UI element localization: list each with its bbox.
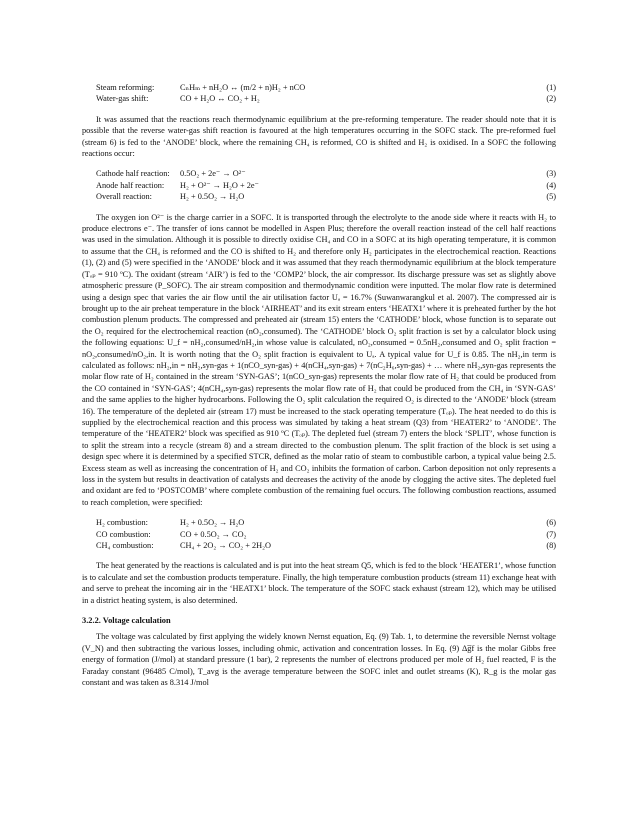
paragraph-voltage: The voltage was calculated by first applying the widely known Nernst equation, Eq. (9) Tab. 1, to determine the reversible Nernst voltage (V_N) and then subtracting the various losses, including ohmic, activation and concentration losses. In Eq. (9) Δg̅f is the molar Gibbs free energy of formation (J/mol) at standard pressure (1 bar), 2 represents the number of electrons produced per mole of H₂ fuel reacted, F is the Faraday constant (96485 C/mol), T_avg is the average temperature between the SOFC inlet and outlet streams (K), R_g is the molar gas constant and was taken as 8.314 J/mol <box>82 632 556 688</box>
equation-5 <box>96 191 556 202</box>
equation-label: CH₄ combustion: <box>96 541 154 551</box>
equation-label: H₂ combustion: <box>96 518 148 528</box>
paragraph-equilibrium: It was assumed that the reactions reach thermodynamic equilibrium at the pre-reforming temperature. The reader should note that it is possible that the reverse water-gas shift reaction is favoured at the high temperatures occurring in the SOFC stack. The pre-reformed fuel (stream 6) is fed to the ‘ANODE’ block, where the remaining CH₄ is reformed, CO is shifted and H₂ is oxidised. In a SOFC the following reactions occur: <box>82 114 556 159</box>
equation-expression: H₂ + 0.5O₂ → H₂O <box>180 518 245 528</box>
equation-expression: CₙHₘ + nH₂O ↔ (m/2 + n)H₂ + nCO <box>180 83 306 92</box>
equation-number: (1) <box>546 83 556 92</box>
equation-label: Anode half reaction: <box>96 180 165 190</box>
equation-expression: H₂ + 0.5O₂ → H₂O <box>180 192 245 202</box>
equation-expression: CH₄ + 2O₂ → CO₂ + 2H₂O <box>180 541 271 551</box>
equation-8 <box>96 540 556 551</box>
section-heading: 3.2.2. Voltage calculation <box>82 616 171 626</box>
document-page <box>82 82 556 689</box>
equation-2 <box>96 93 556 104</box>
equation-expression: CO + H₂O ↔ CO₂ + H₂ <box>180 94 260 104</box>
equation-number: (5) <box>546 192 556 202</box>
equation-label: Overall reaction: <box>96 192 152 202</box>
equation-number: (4) <box>546 180 556 190</box>
equation-4 <box>96 180 556 191</box>
equation-number: (3) <box>546 169 556 179</box>
equation-number: (7) <box>546 529 556 539</box>
equation-label: Cathode half reaction: <box>96 169 170 179</box>
equation-number: (2) <box>546 94 556 104</box>
equation-group-sofc <box>96 168 556 202</box>
equation-number: (6) <box>546 518 556 528</box>
equation-group-reforming <box>96 82 556 105</box>
equation-expression: H₂ + O²⁻ → H₂O + 2e⁻ <box>180 180 259 190</box>
equation-number: (8) <box>546 541 556 551</box>
equation-expression: CO + 0.5O₂ → CO₂ <box>180 529 247 539</box>
equation-3 <box>96 168 556 179</box>
equation-expression: 0.5O₂ + 2e⁻ → O²⁻ <box>180 169 246 179</box>
equation-label: Steam reforming: <box>96 83 155 92</box>
equation-6 <box>96 517 556 528</box>
equation-label: Water-gas shift: <box>96 94 149 104</box>
equation-1 <box>96 82 556 93</box>
equation-7 <box>96 529 556 540</box>
paragraph-oxygen-ion: The oxygen ion O²⁻ is the charge carrier in a SOFC. It is transported through the electrolyte to the anode side where it reacts with H₂ to produce electrons e⁻. The transfer of ions cannot be modelled in Aspen Plus; therefore the overall reaction instead of the cell half reactions was used in the simulation. Although it is possible to directly oxidise CH₄ and CO in a SOFC at its high operating temperature, it is common to assume that the CH₄ is reformed and the CO is shifted to H₂ and therefore only H₂ participates in the electrochemical reaction. Reactions (1), (2) and (5) were specified in the ‘ANODE’ block and it was assumed that they reach thermodynamic equilibrium at the block temperature (Tₒₚ = 910 ºC). The oxidant (stream ‘AIR’) is fed to the ‘COMP2’ block, the air compressor. Its discharge pressure was set as slightly above atmospheric pressure (P_SOFC). The air stream composition and thermodynamic condition were inputted. The molar flow rate is determined using a design spec that varies the air flow until the air utilisation factor Uₐ = 16.7% (Suwanwarangkul et al. 2007). The compressed air is brought up to the air preheat temperature in the block ‘AIRHEAT’ and its exit stream enters ‘HEATX1’ where it is preheated further by the hot combustion plenum products. The compressed and preheated air (stream 15) enters the ‘CATHODE’ block, whose function is to separate out the O₂ required for the electrochemical reaction (nO₂,consumed). The ‘CATHODE’ block O₂ split fraction is set by a calculator block using the following equations: U_f = nH₂,consumed/nH₂,in whose value is calculated, nO₂,consumed = 0.5nH₂,consumed and O₂ split fraction = nO₂,consumed/nO₂,in. It is worth noting that the O₂ split fraction is equivalent to Uₐ. A typical value for U_f is 0.85. The nH₂,in term is calculated as follows: nH₂,in = nH₂,syn-gas + 1(nCO_syn-gas) + 4(nCH₄,syn-gas) + 7(nC₂H₆,syn-gas) + … where nH₂,syn-gas represents the molar flow rate of H₂ contained in the stream ‘SYN-GAS’; 1(nCO_syn-gas) represents the molar flow rate of H₂ that could be produced from the CO contained in ‘SYN-GAS’; 4(nCH₄,syn-gas) represents the molar flow rate of H₂ that could be produced from the CH₄ in ‘SYN-GAS’ and the same applies to the higher hydrocarbons. Following the O₂ split calculation the required O₂ is directed to the ‘ANODE’ block (stream 16). The temperature of the depleted air (stream 17) must be increased to the stack operating temperature (Tₒₚ). The heat needed to do this is supplied by the electrochemical reaction and this process was simulated by taking a heat stream (Q3) from ‘HEATER2’ to ‘ANODE’. The temperature of the ‘HEATER2’ block was specified as 910 ºC (Tₒₚ). The depleted fuel (stream 7) enters the block ‘SPLIT’, whose function is to split the stream into a recycle (stream 8) and a stream directed to the combustion plenum. The split fraction of the block is set using a design spec where it is determined by a specified STCR, defined as the molar ratio of steam to combustible carbon, a typical value being 2.5. Excess steam as well as increasing the concentration of H₂ and CO₂ inhibits the formation of carbon. Carbon deposition not only represents a loss in the system but results in deactivation of catalysts and decreases the activity of the anode by clogging the active sites. The depleted fuel and oxidant are fed to ‘POSTCOMB’ where complete combustion of the remaining fuel occurs. The following combustion reactions, assumed to reach completion, were specified: <box>82 212 556 507</box>
equation-group-combustion <box>96 517 556 551</box>
paragraph-heat-generated: The heat generated by the reactions is calculated and is put into the heat stream Q5, which is fed to the block ‘HEATER1’, whose function is to calculate and set the combustion products temperature. Finally, the high temperature combustion products (stream 11) exchange heat with and serve to preheat the incoming air in the ‘HEATX1’ block. The temperature of the SOFC stack exhaust (stream 12), which may be utilised in a district heating system, is also determined. <box>82 561 556 605</box>
equation-label: CO combustion: <box>96 529 151 539</box>
